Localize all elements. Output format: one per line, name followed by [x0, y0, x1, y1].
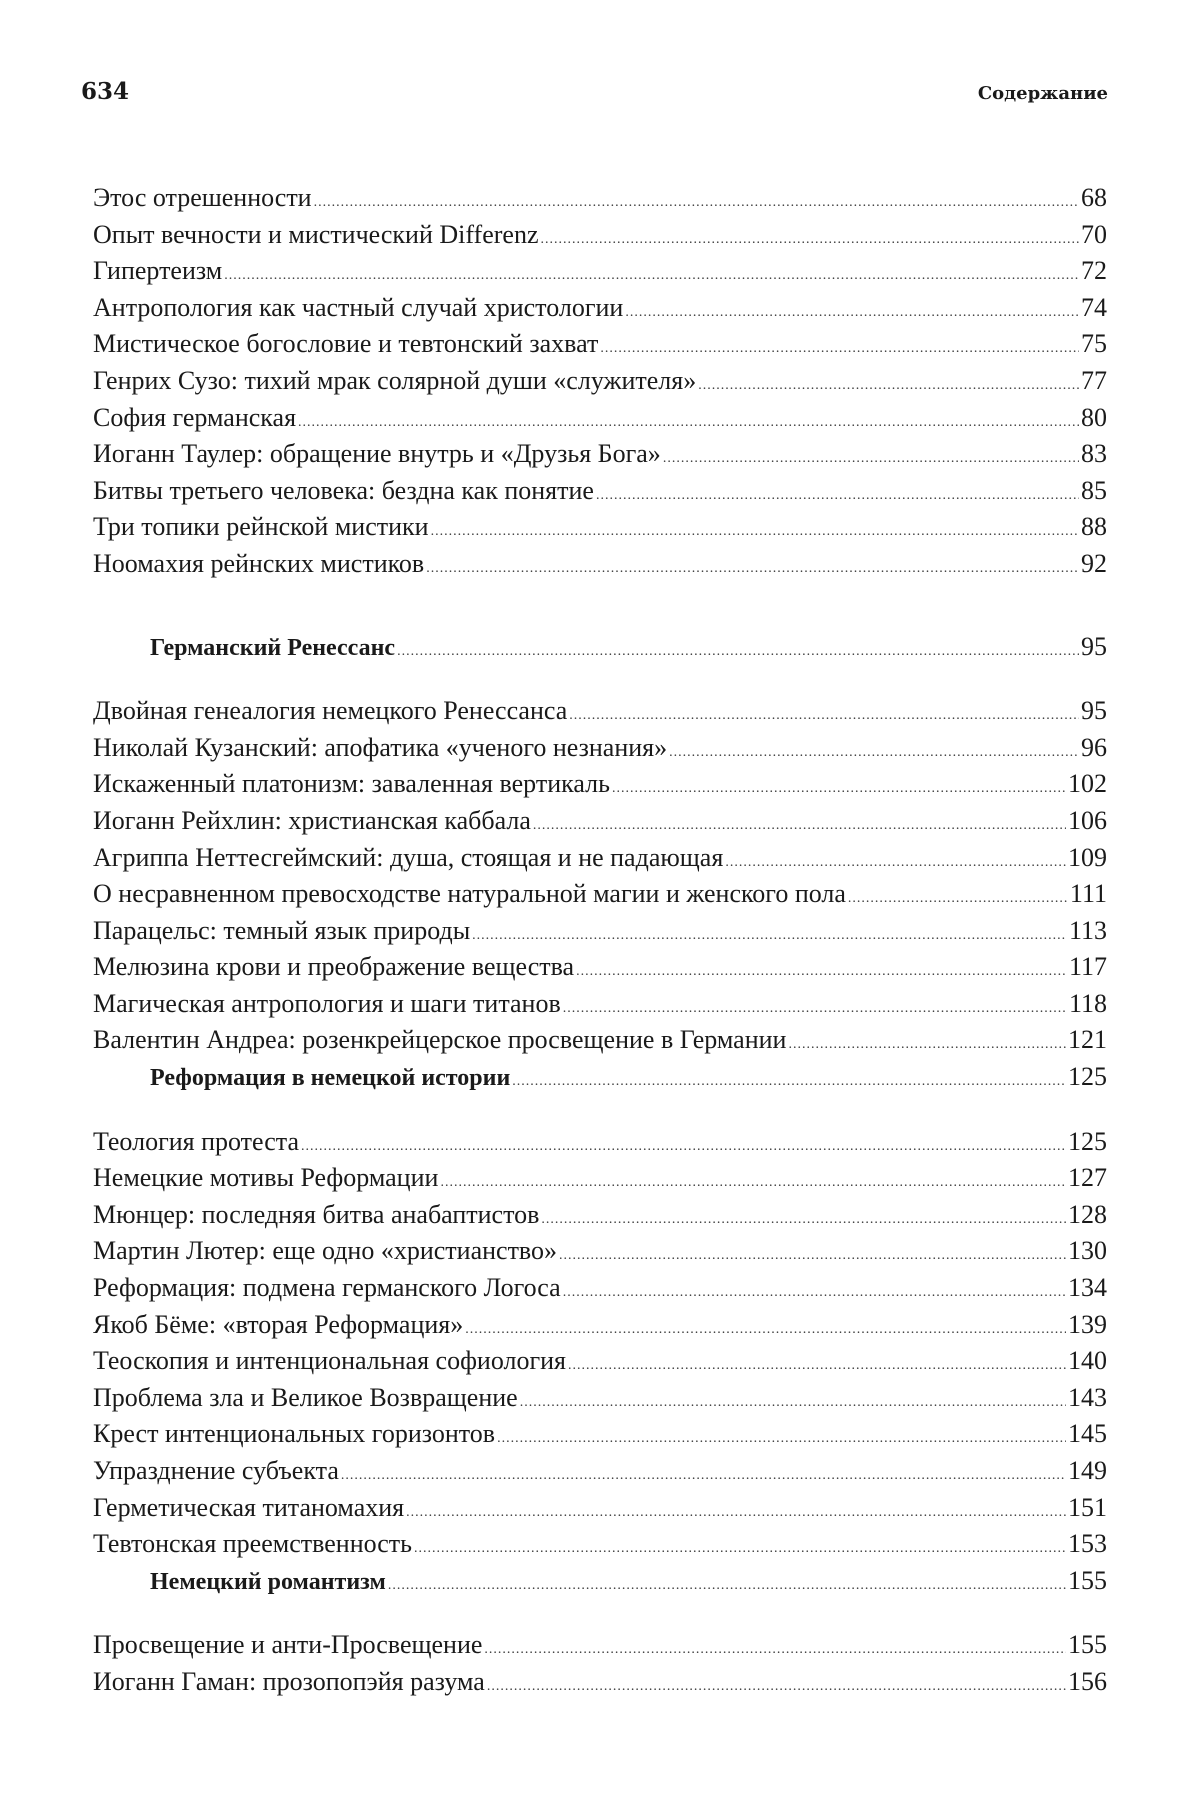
entry-title: Реформация: подмена германского Логоса — [93, 1273, 561, 1303]
entry-page: 153 — [1068, 1529, 1107, 1559]
section-page: 95 — [1081, 631, 1107, 661]
toc-entry — [93, 693, 1107, 730]
dot-leader — [698, 368, 1079, 405]
page-header — [81, 78, 1108, 105]
entry-title: Крест интенциональных горизонтов — [93, 1419, 496, 1449]
entry-title: Магическая антропология и шаги титанов — [93, 988, 561, 1018]
toc-entry — [93, 1160, 1107, 1197]
toc-entry — [93, 326, 1107, 363]
toc-group — [93, 1627, 1107, 1700]
toc-entry — [93, 1627, 1107, 1664]
entry-title: Просвещение и анти-Просвещение — [93, 1630, 483, 1660]
entry-page: 156 — [1068, 1666, 1107, 1696]
dot-leader — [426, 551, 1079, 588]
section-page: 155 — [1068, 1565, 1107, 1595]
toc-entry — [93, 986, 1107, 1023]
spacer — [93, 583, 1107, 629]
section-title: Немецкий романтизм — [150, 1568, 386, 1595]
toc-entry — [93, 473, 1107, 510]
entry-title: Антропология как частный случай христологии — [93, 292, 624, 322]
entry-page: 143 — [1068, 1382, 1107, 1412]
entry-page: 72 — [1081, 256, 1107, 286]
toc-section-heading — [93, 1563, 1107, 1600]
entry-page: 134 — [1068, 1273, 1107, 1303]
dot-leader — [512, 1064, 1066, 1101]
entry-title: Битвы третьего человека: бездна как понятие — [93, 475, 594, 505]
dot-leader — [541, 1202, 1066, 1239]
entry-page: 118 — [1068, 988, 1107, 1018]
entry-page: 75 — [1081, 329, 1107, 359]
entry-title: Двойная генеалогия немецкого Ренессанса — [93, 696, 568, 726]
entry-title: О несравненном превосходстве натуральной магии и женского пола — [93, 879, 846, 909]
toc-entry — [93, 1197, 1107, 1234]
entry-page: 128 — [1068, 1199, 1107, 1229]
dot-leader — [487, 1669, 1066, 1706]
entry-page: 70 — [1081, 219, 1107, 249]
entry-title: Этос отрешенности — [93, 183, 312, 212]
toc-entry — [93, 1416, 1107, 1453]
entry-page: 113 — [1068, 915, 1107, 945]
toc-entry — [93, 546, 1107, 583]
entry-page: 151 — [1068, 1492, 1107, 1522]
entry-title: Иоганн Гаман: прозопопэйя разума — [93, 1666, 485, 1696]
entry-title: Искаженный платонизм: заваленная вертикаль — [93, 769, 610, 799]
section-page: 125 — [1068, 1062, 1107, 1092]
toc-entry — [93, 766, 1107, 803]
dot-leader — [497, 1421, 1066, 1458]
dot-leader — [540, 222, 1079, 259]
dot-leader — [848, 881, 1068, 918]
dot-leader — [568, 1348, 1066, 1385]
entry-title: Три топики рейнской мистики — [93, 512, 429, 542]
entry-page: 95 — [1081, 696, 1107, 726]
toc-entry — [93, 840, 1107, 877]
toc-entry — [93, 290, 1107, 327]
entry-page: 155 — [1068, 1630, 1107, 1660]
entry-title: Гипертеизм — [93, 256, 223, 286]
entry-title: София германская — [93, 402, 297, 432]
entry-title: Иоганн Таулер: обращение внутрь и «Друзья Бога» — [93, 439, 661, 469]
toc-entry — [93, 1490, 1107, 1527]
entry-page: 139 — [1068, 1309, 1107, 1339]
section-title: Реформация в немецкой истории — [150, 1065, 511, 1092]
entry-page: 92 — [1081, 548, 1107, 578]
toc-entry — [93, 217, 1107, 254]
toc-entry — [93, 509, 1107, 546]
dot-leader — [788, 1027, 1066, 1064]
entry-page: 145 — [1068, 1419, 1107, 1449]
toc-entry — [93, 730, 1107, 767]
entry-page: 149 — [1068, 1456, 1107, 1485]
entry-page: 83 — [1081, 439, 1107, 469]
toc-entry — [93, 180, 1107, 217]
page-number: 634 — [81, 78, 130, 105]
dot-leader — [341, 1458, 1066, 1495]
entry-title: Упразднение субъекта — [93, 1456, 339, 1485]
entry-page: 96 — [1081, 732, 1107, 762]
dot-leader — [663, 441, 1079, 478]
entry-title: Мюнцер: последняя битва анабаптистов — [93, 1199, 540, 1229]
entry-page: 106 — [1068, 805, 1107, 835]
entry-page: 85 — [1081, 475, 1107, 505]
entry-title: Иоганн Рейхлин: христианская каббала — [93, 805, 531, 835]
toc-entry — [93, 876, 1107, 913]
entry-page: 88 — [1081, 512, 1107, 542]
toc-entry — [93, 363, 1107, 400]
dot-leader — [625, 295, 1079, 332]
entry-title: Ноомахия рейнских мистиков — [93, 548, 425, 578]
toc-entry — [93, 1380, 1107, 1417]
toc-entry — [93, 1526, 1107, 1563]
entry-page: 111 — [1069, 879, 1107, 909]
toc-entry — [93, 1343, 1107, 1380]
entry-page: 68 — [1081, 183, 1107, 212]
entry-title: Теоскопия и интенциональная софиология — [93, 1346, 567, 1376]
dot-leader — [414, 1531, 1066, 1568]
toc-section-heading — [93, 629, 1107, 666]
running-head: Содержание — [977, 83, 1108, 104]
toc-entry — [93, 400, 1107, 437]
section-title: Германский Ренессанс — [150, 634, 396, 661]
toc-entry — [93, 436, 1107, 473]
entry-title: Мартин Лютер: еще одно «христианство» — [93, 1236, 558, 1266]
dot-leader — [484, 1632, 1066, 1669]
toc-entry — [93, 1664, 1107, 1701]
toc-group — [93, 693, 1107, 1059]
toc-entry — [93, 1270, 1107, 1307]
entry-title: Генрих Сузо: тихий мрак солярной души «служителя» — [93, 365, 697, 395]
toc-entry — [93, 1022, 1107, 1059]
entry-title: Теология протеста — [93, 1126, 299, 1156]
table-of-contents — [93, 180, 1107, 1701]
toc-entry — [93, 913, 1107, 950]
toc-entry — [93, 949, 1107, 986]
dot-leader — [431, 514, 1079, 551]
dot-leader — [669, 735, 1079, 772]
entry-title: Агриппа Неттесгеймский: душа, стоящая и не падающая — [93, 842, 724, 872]
entry-page: 117 — [1068, 952, 1107, 982]
toc-group — [93, 180, 1107, 583]
toc-entry — [93, 1307, 1107, 1344]
dot-leader — [563, 1275, 1066, 1312]
toc-entry — [93, 1453, 1107, 1490]
entry-title: Якоб Бёме: «вторая Реформация» — [93, 1309, 464, 1339]
entry-title: Герметическая титаномахия — [93, 1492, 405, 1522]
entry-page: 125 — [1068, 1126, 1107, 1156]
entry-title: Опыт вечности и мистический Differenz — [93, 219, 539, 249]
dot-leader — [388, 1568, 1066, 1605]
entry-title: Николай Кузанский: апофатика «ученого незнания» — [93, 732, 668, 762]
entry-page: 121 — [1068, 1025, 1107, 1055]
entry-title: Валентин Андреа: розенкрейцерское просвещение в Германии — [93, 1025, 787, 1055]
entry-page: 109 — [1068, 842, 1107, 872]
entry-title: Немецкие мотивы Реформации — [93, 1163, 439, 1193]
dot-leader — [559, 1238, 1066, 1275]
entry-title: Проблема зла и Великое Возвращение — [93, 1382, 518, 1412]
entry-title: Мелюзина крови и преображение вещества — [93, 952, 575, 982]
entry-page: 102 — [1068, 769, 1107, 799]
entry-title: Парацельс: темный язык природы — [93, 915, 471, 945]
entry-title: Мистическое богословие и тевтонский захват — [93, 329, 599, 359]
dot-leader — [406, 1495, 1066, 1532]
dot-leader — [397, 634, 1079, 671]
toc-entry — [93, 1124, 1107, 1161]
entry-page: 74 — [1081, 292, 1107, 322]
dot-leader — [612, 771, 1066, 808]
entry-page: 77 — [1081, 365, 1107, 395]
dot-leader — [520, 1385, 1066, 1422]
toc-entry — [93, 1233, 1107, 1270]
toc-section-heading — [93, 1059, 1107, 1096]
entry-page: 80 — [1081, 402, 1107, 432]
entry-page: 127 — [1068, 1163, 1107, 1193]
dot-leader — [596, 478, 1079, 515]
entry-title: Тевтонская преемственность — [93, 1529, 413, 1559]
dot-leader — [576, 954, 1067, 991]
entry-page: 130 — [1068, 1236, 1107, 1266]
toc-entry — [93, 803, 1107, 840]
entry-page: 140 — [1068, 1346, 1107, 1376]
toc-entry — [93, 253, 1107, 290]
toc-group — [93, 1124, 1107, 1563]
